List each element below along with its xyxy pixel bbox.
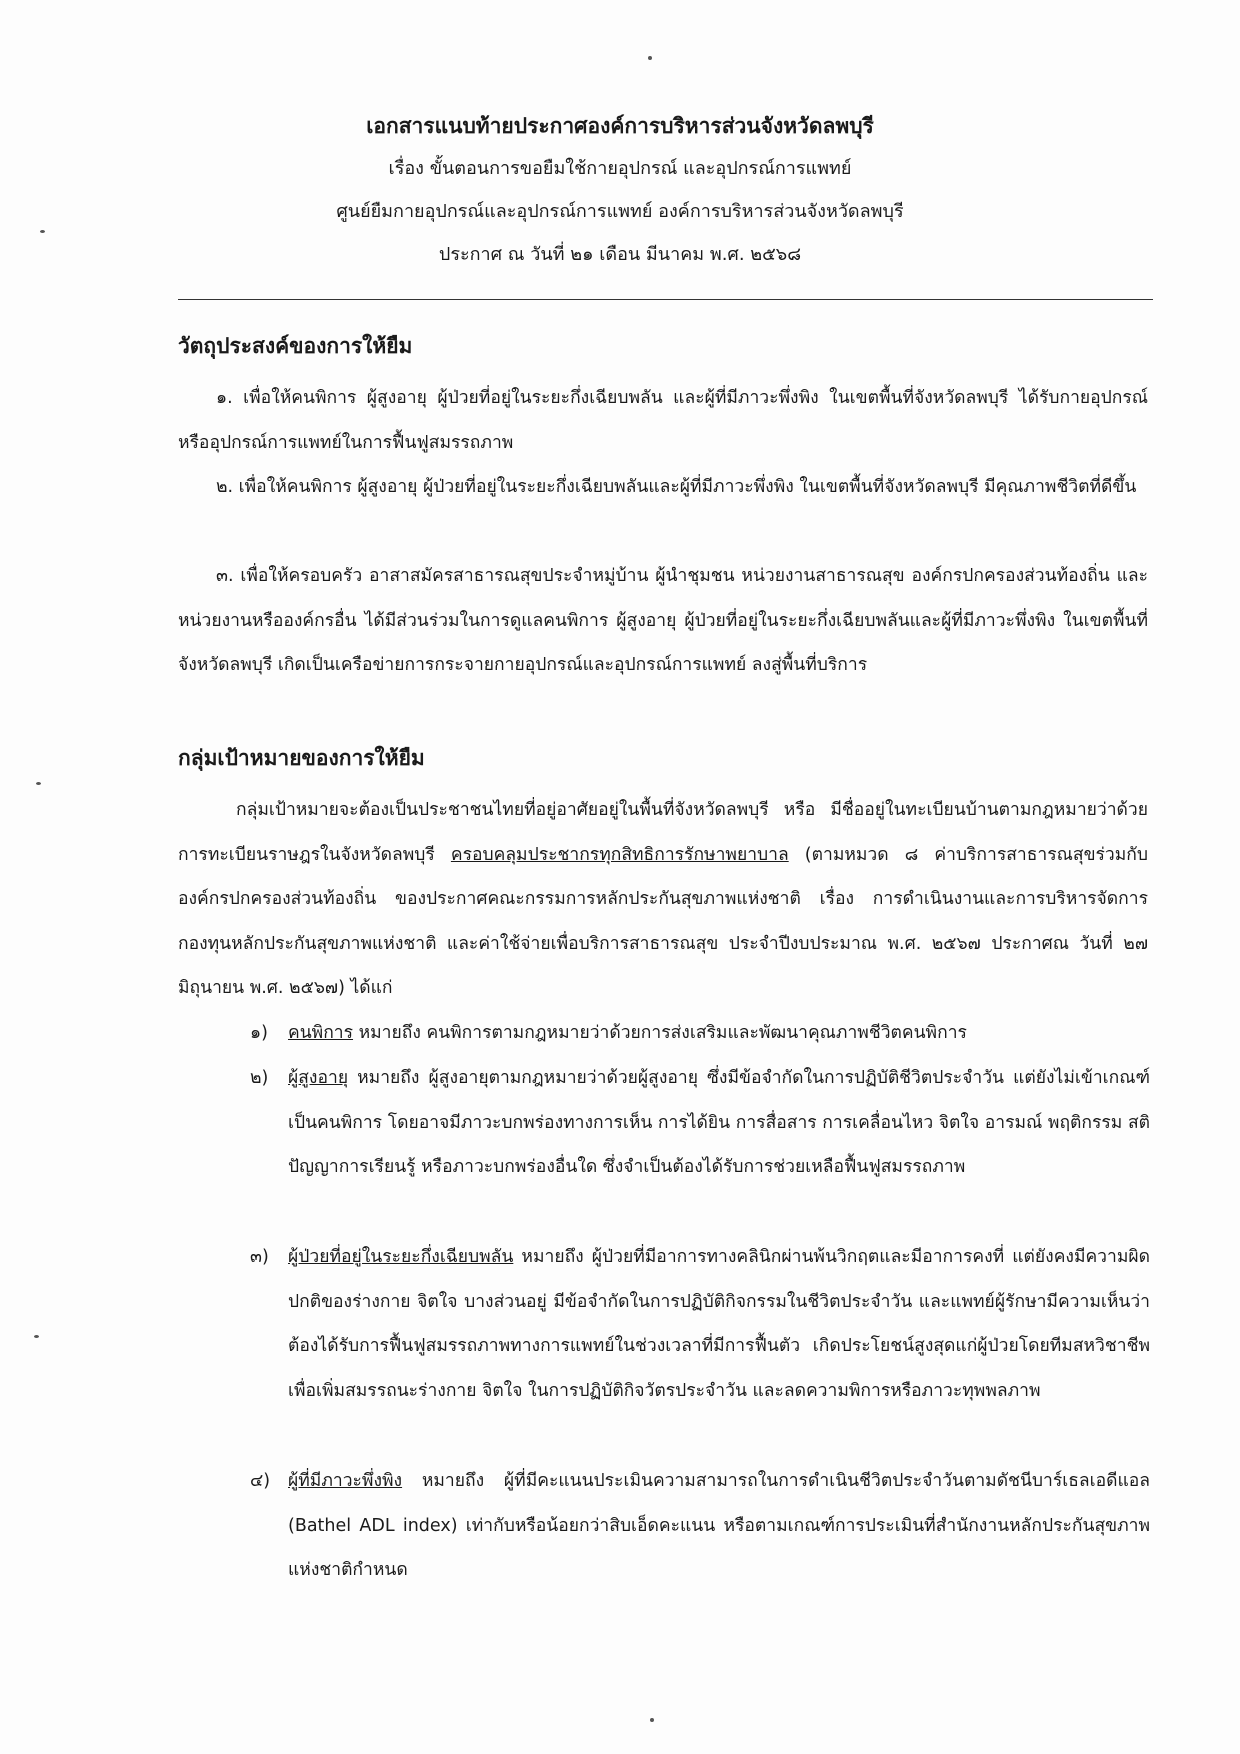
target-group-item: ๑) คนพิการ หมายถึง คนพิการตามกฎหมายว่าด้วยการส่งเสริมและพัฒนาคุณภาพชีวิตคนพิการ xyxy=(250,1023,967,1043)
objectives-heading: วัตถุประสงค์ของการให้ยืม xyxy=(178,334,413,358)
coverage-underlined: ครอบคลุมประชากรทุกสิทธิการรักษาพยาบาล xyxy=(450,844,789,865)
scan-speck xyxy=(36,782,41,785)
target-group-item: ๒) ผู้สูงอายุ หมายถึง ผู้สูงอายุตามกฎหมายว่าด้วยผู้สูงอายุ ซึ่งมีข้อจำกัดในการปฏิบัติชีวิตประจำวัน แต่ยังไม่เข้าเกณฑ์เป็นคนพิการ โดยอาจมีภาวะบกพร่องทางการเห็น การได้ยิน การสื่อสาร การเคลื่อนไหว จิตใจ อารมณ์ พฤติกรรม สติปัญญาการเรียนรู้ หรือภาวะบกพร่องอื่นใด ซึ่งจำเป็นต้องได้รับการช่วยเหลือฟื้นฟูสมรรถภาพ xyxy=(250,1068,1150,1177)
objective-item: ๑. เพื่อให้คนพิการ ผู้สูงอายุ ผู้ป่วยที่อยู่ในระยะกึ่งเฉียบพลัน และผู้ที่มีภาวะพึ่งพิง ในเขตพื้นที่จังหวัดลพบุรี ได้รับกายอุปกรณ์ หรืออุปกรณ์การแพทย์ในการฟื้นฟูสมรรถภาพ xyxy=(178,388,1148,453)
objective-item: ๓. เพื่อให้ครอบครัว อาสาสมัครสาธารณสุขประจำหมู่บ้าน ผู้นำชุมชน หน่วยงานสาธารณสุข องค์กรปกครองส่วนท้องถิ่น และหน่วยงานหรือองค์กรอื่น ได้มีส่วนร่วมในการดูแลคนพิการ ผู้สูงอายุ ผู้ป่วยที่อยู่ในระยะกึ่งเฉียบพลันและผู้ที่มีภาวะพึ่งพิง ในเขตพื้นที่จังหวัดลพบุรี เกิดเป็นเครือข่ายการกระจายกายอุปกรณ์และอุปกรณ์การแพทย์ ลงสู่พื้นที่บริการ xyxy=(178,566,1148,675)
target-intro: กลุ่มเป้าหมายจะต้องเป็นประชาชนไทยที่อยู่อาศัยอยู่ในพื้นที่จังหวัดลพบุรี หรือ มีชื่ออยู่ในทะเบียนบ้านตามกฎหมายว่าด้วยการทะเบียนราษฎรในจังหวัดลพบุรี ครอบคลุมประชากรทุกสิทธิการรักษาพยาบาล (ตามหมวด ๘ ค่าบริการสาธารณสุขร่วมกับองค์กรปกครองส่วนท้องถิ่น ของประกาศคณะกรรมการหลักประกันสุขภาพแห่งชาติ เรื่อง การดำเนินงานและการบริหารจัดการกองทุนหลักประกันสุขภาพแห่งชาติ และค่าใช้จ่ายเพื่อบริการสาธารณสุข ประจำปีงบประมาณ พ.ศ. ๒๕๖๗ ประกาศณ วันที่ ๒๗ มิถุนายน พ.ศ. ๒๕๖๗) ได้แก่ xyxy=(178,800,1148,998)
group-term: ผู้สูงอายุ xyxy=(288,1068,349,1088)
document-date: ประกาศ ณ วันที่ ๒๑ เดือน มีนาคม พ.ศ. ๒๕๖๘ xyxy=(438,244,802,265)
document-center: ศูนย์ยืมกายอุปกรณ์และอุปกรณ์การแพทย์ องค์การบริหารส่วนจังหวัดลพบุรี xyxy=(336,201,904,222)
scan-speck xyxy=(648,56,652,60)
document-title: เอกสารแนบท้ายประกาศองค์การบริหารส่วนจังหวัดลพบุรี xyxy=(366,114,874,138)
target-heading: กลุ่มเป้าหมายของการให้ยืม xyxy=(178,746,425,770)
document-header xyxy=(160,105,1080,276)
group-term: ผู้ที่มีภาวะพึ่งพิง xyxy=(288,1471,403,1491)
scan-speck xyxy=(650,1718,654,1722)
header-divider xyxy=(178,299,1153,300)
document-subject: เรื่อง ขั้นตอนการขอยืมใช้กายอุปกรณ์ และอุปกรณ์การแพทย์ xyxy=(388,158,852,179)
objective-item: ๒. เพื่อให้คนพิการ ผู้สูงอายุ ผู้ป่วยที่อยู่ในระยะกึ่งเฉียบพลันและผู้ที่มีภาวะพึ่งพิง ในเขตพื้นที่จังหวัดลพบุรี มีคุณภาพชีวิตที่ดีขึ้น xyxy=(216,477,1137,497)
scan-speck xyxy=(34,1335,39,1338)
group-term: คนพิการ xyxy=(288,1023,354,1043)
target-group-item: ๔) ผู้ที่มีภาวะพึ่งพิง หมายถึง ผู้ที่มีคะแนนประเมินความสามารถในการดำเนินชีวิตประจำวันตามดัชนีบาร์เธลเอดีแอล (Bathel ADL index) เท่ากับหรือน้อยกว่าสิบเอ็ดคะแนน หรือตามเกณฑ์การประเมินที่สำนักงานหลักประกันสุขภาพแห่งชาติกำหนด xyxy=(250,1471,1150,1580)
group-term: ผู้ป่วยที่อยู่ในระยะกึ่งเฉียบพลัน xyxy=(288,1247,514,1267)
scan-speck xyxy=(40,230,45,233)
target-group-item: ๓) ผู้ป่วยที่อยู่ในระยะกึ่งเฉียบพลัน หมายถึง ผู้ป่วยที่มีอาการทางคลินิกผ่านพ้นวิกฤตและมีอาการคงที่ แต่ยังคงมีความผิดปกติของร่างกาย จิตใจ บางส่วนอยู่ มีข้อจำกัดในการปฏิบัติกิจกรรมในชีวิตประจำวัน และแพทย์ผู้รักษามีความเห็นว่าต้องได้รับการฟื้นฟูสมรรถภาพทางการแพทย์ในช่วงเวลาที่มีการฟื้นตัว เกิดประโยชน์สูงสุดแก่ผู้ป่วยโดยทีมสหวิชาชีพ เพื่อเพิ่มสมรรถนะร่างกาย จิตใจ ในการปฏิบัติกิจวัตรประจำวัน และลดความพิการหรือภาวะทุพพลภาพ xyxy=(250,1247,1150,1401)
